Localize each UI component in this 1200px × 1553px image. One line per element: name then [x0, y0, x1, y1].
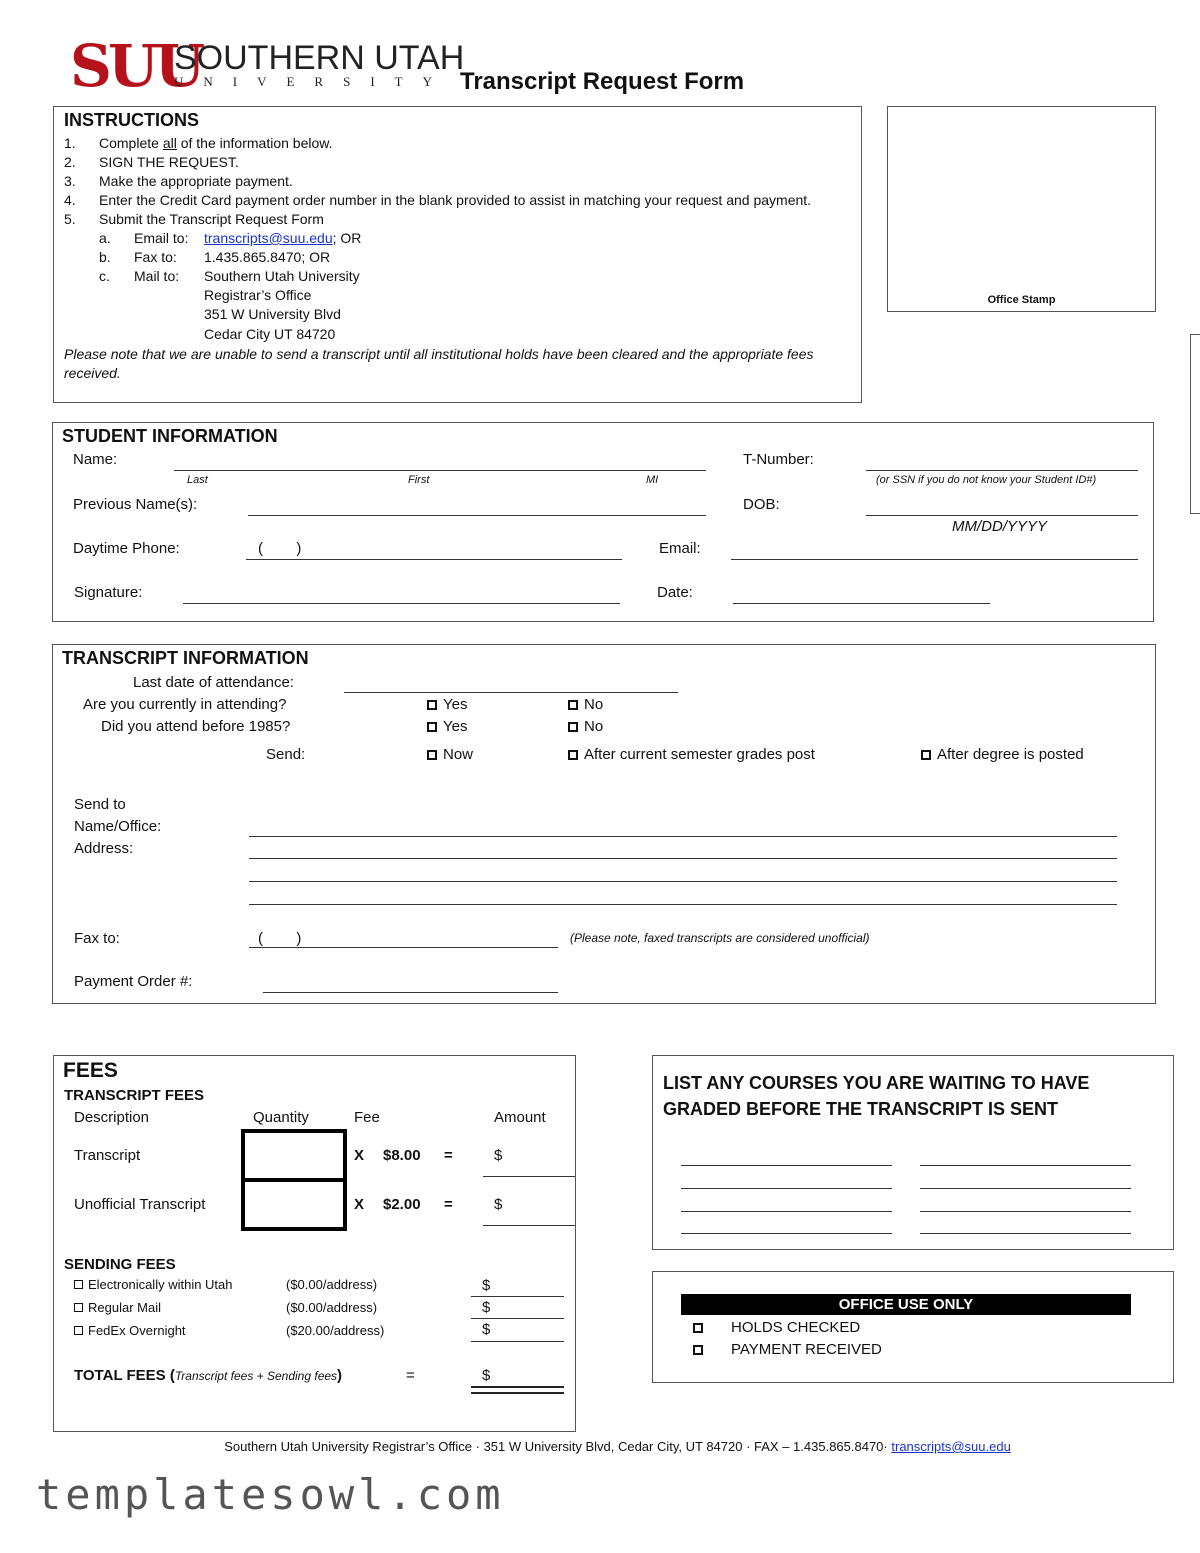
sending-regular-label: Regular Mail [88, 1300, 161, 1315]
course-field[interactable] [681, 1211, 892, 1212]
previous-names-label: Previous Name(s): [73, 496, 198, 513]
instruction-4: Enter the Credit Card payment order number in the blank provided to assist in matching your request and payment. [99, 192, 812, 208]
logo-name-bottom: UNIVERSITY [174, 74, 452, 89]
checkbox-icon[interactable] [427, 750, 437, 760]
sending-regular-field[interactable] [471, 1318, 564, 1319]
send-label: Send: [266, 746, 306, 763]
before-1985-yes[interactable] [427, 718, 467, 735]
address-label: Address: [74, 840, 134, 857]
payment-received-label: PAYMENT RECEIVED [731, 1341, 882, 1358]
tnumber-label: T-Number: [743, 451, 814, 468]
amount-transcript: $ [494, 1147, 503, 1164]
sending-electronic-field[interactable] [471, 1296, 564, 1297]
dob-field[interactable] [866, 515, 1138, 516]
instruction-5: Submit the Transcript Request Form [99, 211, 324, 227]
instruction-1-pre: Complete [99, 135, 163, 151]
email-suffix: ; OR [332, 230, 362, 246]
amount-unofficial-field[interactable] [483, 1225, 575, 1226]
amount-transcript-field[interactable] [483, 1176, 575, 1177]
transcript-info-heading: TRANSCRIPT INFORMATION [62, 648, 309, 668]
address-field-1[interactable] [249, 858, 1117, 859]
mail-line-3: 351 W University Blvd [204, 306, 341, 322]
course-field[interactable] [920, 1188, 1131, 1189]
total-fees-label [74, 1367, 342, 1384]
courses-heading-2: GRADED BEFORE THE TRANSCRIPT IS SENT [663, 1099, 1059, 1119]
yes-label: Yes [443, 718, 468, 735]
sending-electronic-rate: ($0.00/address) [286, 1277, 378, 1292]
sub-letter: a. [99, 230, 111, 246]
checkbox-icon[interactable] [568, 700, 578, 710]
sending-fedex-rate: ($20.00/address) [286, 1323, 385, 1338]
fax-to-value: 1.435.865.8470; OR [204, 249, 331, 265]
tnumber-field[interactable] [866, 470, 1138, 471]
student-info-heading: STUDENT INFORMATION [62, 426, 278, 446]
courses-heading-1: LIST ANY COURSES YOU ARE WAITING TO HAVE [663, 1073, 1090, 1093]
mail-line-1: Southern Utah University [204, 268, 360, 284]
total-fees-text: TOTAL FEES ( [74, 1367, 175, 1384]
total-fees-close: ) [337, 1367, 343, 1384]
checkbox-icon[interactable] [427, 700, 437, 710]
send-after-degree[interactable] [921, 746, 1084, 763]
fee-transcript: $8.00 [383, 1147, 421, 1164]
watermark: templatesowl.com [36, 1470, 505, 1519]
total-double-underline [471, 1392, 564, 1394]
footer-email-link[interactable]: transcripts@suu.edu [891, 1439, 1011, 1454]
footer-text: Southern Utah University Registrar’s Office · 351 W University Blvd, Cedar City, UT 84720 · FAX – 1.435.865.8470· [224, 1439, 888, 1454]
fax-label: Fax to: [74, 930, 120, 947]
unofficial-quantity-input[interactable] [241, 1178, 347, 1231]
col-description: Description [74, 1109, 150, 1126]
course-field[interactable] [681, 1233, 892, 1234]
times-sign: X [354, 1196, 365, 1213]
send-now[interactable] [427, 746, 473, 763]
col-fee: Fee [354, 1109, 380, 1126]
email-field[interactable] [731, 559, 1138, 560]
checkbox-icon[interactable] [568, 722, 578, 732]
mail-to-label: Mail to: [134, 268, 180, 284]
phone-field[interactable] [246, 559, 622, 560]
email-label: Email: [659, 540, 701, 557]
checkbox-icon[interactable] [427, 722, 437, 732]
course-field[interactable] [920, 1165, 1131, 1166]
instruction-1-underlined: all [162, 135, 177, 151]
footer [0, 1439, 1200, 1454]
fax-to-label: Fax to: [134, 249, 177, 265]
course-field[interactable] [681, 1188, 892, 1189]
mail-line-4: Cedar City UT 84720 [204, 326, 336, 342]
mi-label: MI [646, 474, 659, 486]
phone-area-parens: ( ) [258, 540, 302, 557]
fee-row-unofficial-desc: Unofficial Transcript [74, 1196, 206, 1213]
fee-unofficial: $2.00 [383, 1196, 421, 1213]
address-field-3[interactable] [249, 904, 1117, 905]
payment-received[interactable] [693, 1341, 882, 1358]
attending-yes[interactable] [427, 696, 467, 713]
name-label: Name: [73, 451, 118, 468]
item-number: 4. [64, 192, 76, 208]
no-label: No [584, 696, 604, 713]
checkbox-icon[interactable] [74, 1326, 83, 1335]
equals-sign: = [444, 1196, 453, 1213]
total-amount-field[interactable] [471, 1386, 564, 1388]
instructions-heading: INSTRUCTIONS [64, 110, 199, 130]
fax-area-parens: ( ) [258, 930, 302, 947]
sub-letter: b. [99, 249, 111, 265]
total-amount: $ [482, 1367, 491, 1384]
instruction-1 [99, 135, 332, 151]
item-number: 1. [64, 135, 76, 151]
times-sign: X [354, 1147, 365, 1164]
after-degree-label: After degree is posted [937, 746, 1084, 763]
item-number: 3. [64, 173, 76, 189]
last-label: Last [187, 474, 208, 486]
yes-label: Yes [443, 696, 468, 713]
checkbox-icon[interactable] [568, 750, 578, 760]
sending-fedex-field[interactable] [471, 1341, 564, 1342]
checkbox-icon[interactable] [693, 1345, 703, 1355]
office-use-heading: OFFICE USE ONLY [681, 1294, 1131, 1315]
instruction-1-post: of the information below. [176, 135, 333, 151]
checkbox-icon[interactable] [693, 1323, 703, 1333]
before-1985-label: Did you attend before 1985? [101, 718, 291, 735]
sending-electronic-amount: $ [482, 1277, 491, 1294]
edge-mark [1190, 334, 1200, 514]
checkbox-icon[interactable] [74, 1280, 83, 1289]
holds-note: Please note that we are unable to send a transcript until all institutional holds have been cleared and the appropriate fees received. [64, 346, 814, 381]
total-fees-note: Transcript fees + Sending fees [174, 1369, 338, 1383]
holds-checked-label: HOLDS CHECKED [731, 1319, 861, 1336]
course-field[interactable] [681, 1165, 892, 1166]
item-number: 5. [64, 211, 76, 227]
name-field[interactable] [174, 470, 706, 471]
last-date-field[interactable] [344, 692, 678, 693]
checkbox-icon[interactable] [921, 750, 931, 760]
after-semester-label: After current semester grades post [584, 746, 815, 763]
sending-fedex-amount: $ [482, 1321, 491, 1338]
logo-name-top: SOUTHERN UTAH [174, 39, 465, 77]
email-to-value [204, 230, 361, 246]
payment-order-field[interactable] [263, 992, 558, 993]
signature-field[interactable] [183, 603, 620, 604]
email-link[interactable]: transcripts@suu.edu [204, 230, 333, 246]
tnumber-hint: (or SSN if you do not know your Student ID#) [876, 474, 1097, 486]
dob-label: DOB: [743, 496, 780, 513]
total-equals: = [406, 1367, 415, 1384]
holds-checked[interactable] [693, 1319, 860, 1336]
equals-sign: = [444, 1147, 453, 1164]
sending-fedex[interactable] [74, 1323, 186, 1338]
mail-line-2: Registrar’s Office [204, 287, 312, 303]
course-field[interactable] [920, 1211, 1131, 1212]
dob-hint: MM/DD/YYYY [952, 518, 1048, 535]
sending-regular[interactable] [74, 1300, 161, 1315]
payment-order-label: Payment Order #: [74, 973, 193, 990]
transcript-quantity-input[interactable] [241, 1129, 347, 1182]
office-stamp-label: Office Stamp [987, 294, 1056, 306]
first-label: First [408, 474, 430, 486]
attending-label: Are you currently in attending? [83, 696, 287, 713]
previous-names-field[interactable] [248, 515, 706, 516]
email-to-label: Email to: [134, 230, 189, 246]
fax-note: (Please note, faxed transcripts are considered unofficial) [570, 931, 870, 945]
sending-regular-rate: ($0.00/address) [286, 1300, 378, 1315]
instruction-3: Make the appropriate payment. [99, 173, 293, 189]
name-office-field[interactable] [249, 836, 1117, 837]
sending-fedex-label: FedEx Overnight [88, 1323, 186, 1338]
last-date-label: Last date of attendance: [133, 674, 294, 691]
instruction-2: SIGN THE REQUEST. [99, 154, 239, 170]
no-label: No [584, 718, 604, 735]
address-field-2[interactable] [249, 881, 1117, 882]
now-label: Now [443, 746, 474, 763]
sending-regular-amount: $ [482, 1299, 491, 1316]
sending-electronic[interactable] [74, 1277, 233, 1292]
date-field[interactable] [733, 603, 990, 604]
date-label: Date: [657, 584, 693, 601]
sending-fees-heading: SENDING FEES [64, 1256, 176, 1273]
course-field[interactable] [920, 1233, 1131, 1234]
page-title: Transcript Request Form [460, 68, 745, 95]
before-1985-no[interactable] [568, 718, 603, 735]
send-to-label: Send to [74, 796, 126, 813]
send-after-semester[interactable] [568, 746, 815, 763]
fax-field[interactable] [249, 947, 558, 948]
fee-row-transcript-desc: Transcript [74, 1147, 141, 1164]
sending-electronic-label: Electronically within Utah [88, 1277, 233, 1292]
signature-label: Signature: [74, 584, 143, 601]
checkbox-icon[interactable] [74, 1303, 83, 1312]
col-quantity: Quantity [253, 1109, 309, 1126]
attending-no[interactable] [568, 696, 603, 713]
transcript-fees-heading: TRANSCRIPT FEES [64, 1087, 205, 1104]
suu-logo-mark: SUU [70, 32, 202, 100]
phone-label: Daytime Phone: [73, 540, 180, 557]
sub-letter: c. [99, 268, 110, 284]
office-stamp-box [887, 106, 1156, 312]
amount-unofficial: $ [494, 1196, 503, 1213]
name-office-label: Name/Office: [74, 818, 162, 835]
item-number: 2. [64, 154, 76, 170]
fees-heading: FEES [63, 1059, 118, 1082]
col-amount: Amount [494, 1109, 546, 1126]
